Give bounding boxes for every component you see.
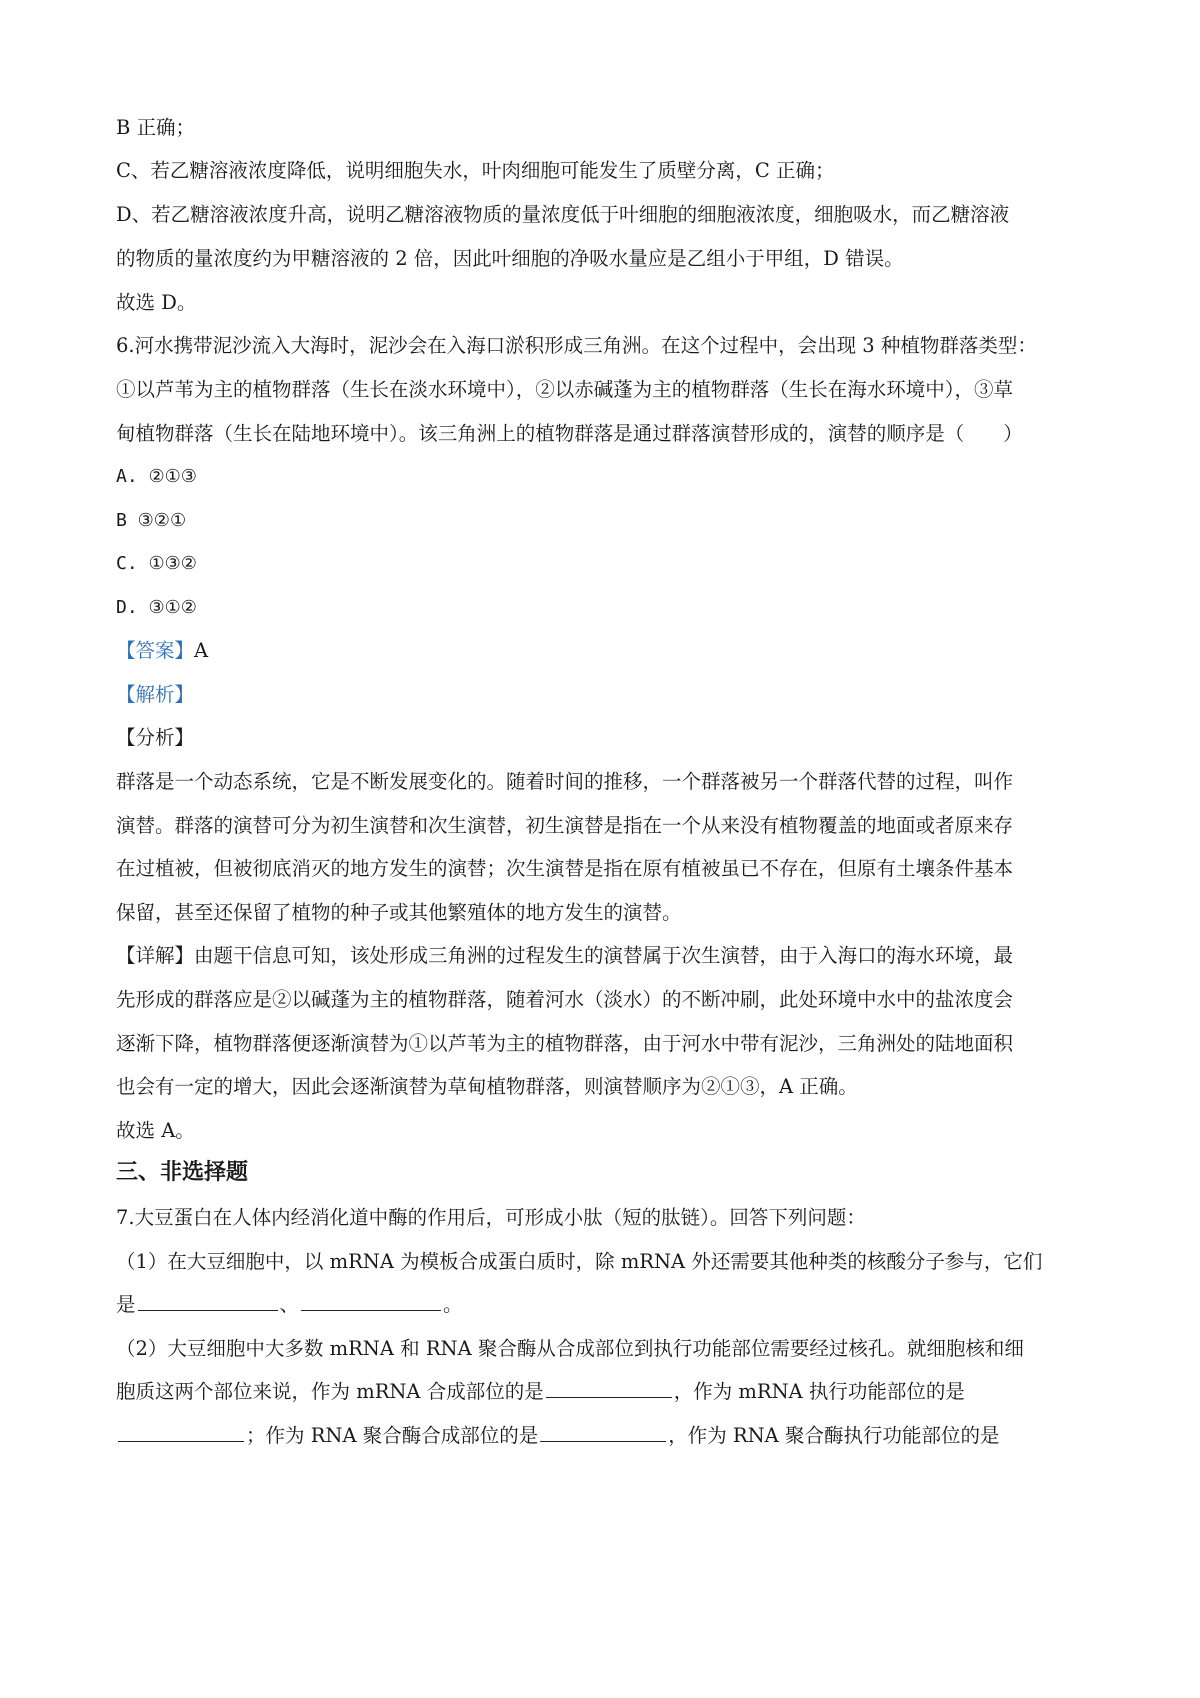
text-fragment: ；作为 RNA 聚合酶合成部位的是: [246, 1424, 539, 1447]
question-7-part-2: [116, 1377, 1096, 1407]
answer-blank[interactable]: [546, 1379, 672, 1398]
answer-value: A: [194, 639, 209, 662]
question-7-part-1-blanks: [116, 1290, 1096, 1320]
question-6-stem: 甸植物群落（生长在陆地环境中）。该三角洲上的植物群落是通过群落演替形成的，演替的顺序是（ ）: [116, 422, 1023, 445]
question-7-part-2: （2）大豆细胞中大多数 mRNA 和 RNA 聚合酶从合成部位到执行功能部位需要经过核孔。就细胞核和细: [116, 1337, 1024, 1360]
option-d: D. ③①②: [116, 597, 197, 618]
question-6-stem: ①以芦苇为主的植物群落（生长在淡水环境中），②以赤碱蓬为主的植物群落（生长在海水环境中），③草: [116, 378, 1014, 401]
text-fragment: 胞质这两个部位来说，作为 mRNA 合成部位的是: [116, 1380, 544, 1403]
text-line: 故选 D。: [116, 291, 197, 314]
question-7-part-2: [116, 1421, 1096, 1451]
option-c: C. ①③②: [116, 553, 197, 574]
answer-line: [116, 636, 1096, 666]
answer-blank[interactable]: [118, 1423, 244, 1442]
detail-text: 也会有一定的增大，因此会逐渐演替为草甸植物群落，则演替顺序为②①③，A 正确。: [116, 1075, 858, 1098]
analysis-text: 保留，甚至还保留了植物的种子或其他繁殖体的地方发生的演替。: [116, 901, 682, 924]
text-line: 的物质的量浓度约为甲糖溶液的 2 倍，因此叶细胞的净吸水量应是乙组小于甲组，D 错误。: [116, 247, 904, 270]
detail-text: 故选 A。: [116, 1119, 195, 1142]
detail-text: 逐渐下降，植物群落便逐渐演替为①以芦苇为主的植物群落，由于河水中带有泥沙，三角洲处的陆地面积: [116, 1032, 1014, 1055]
text-line: B 正确；: [116, 116, 196, 139]
section-heading: 三、非选择题: [116, 1160, 249, 1185]
text-fragment: ，作为 mRNA 执行功能部位的是: [673, 1380, 965, 1403]
analysis-text: 演替。群落的演替可分为初生演替和次生演替，初生演替是指在一个从来没有植物覆盖的地面或者原来存: [116, 814, 1014, 837]
answer-blank[interactable]: [540, 1423, 666, 1442]
text-line: C、若乙糖溶液浓度降低，说明细胞失水，叶肉细胞可能发生了质壁分离，C 正确；: [116, 159, 835, 182]
answer-blank[interactable]: [301, 1292, 441, 1311]
text-fragment: 。: [443, 1293, 463, 1316]
detail-text: 先形成的群落应是②以碱蓬为主的植物群落，随着河水（淡水）的不断冲刷，此处环境中水中的盐浓度会: [116, 988, 1014, 1011]
analysis-tag: 【解析】: [116, 683, 195, 706]
option-a: A. ②①③: [116, 466, 197, 487]
question-7-part-1: （1）在大豆细胞中，以 mRNA 为模板合成蛋白质时，除 mRNA 外还需要其他种类的核酸分子参与，它们: [116, 1250, 1043, 1273]
answer-blank[interactable]: [138, 1292, 278, 1311]
option-b: B ③②①: [116, 510, 187, 531]
detail-text: 【详解】由题干信息可知，该处形成三角洲的过程发生的演替属于次生演替，由于入海口的海水环境，最: [116, 944, 1014, 967]
analysis-text: 群落是一个动态系统，它是不断发展变化的。随着时间的推移，一个群落被另一个群落代替的过程，叫作: [116, 770, 1014, 793]
text-line: D、若乙糖溶液浓度升高，说明乙糖溶液物质的量浓度低于叶细胞的细胞液浓度，细胞吸水，而乙糖溶液: [116, 203, 1010, 226]
question-6-stem: 6.河水携带泥沙流入大海时，泥沙会在入海口淤积形成三角洲。在这个过程中，会出现 3 种植物群落类型：: [116, 334, 1037, 357]
question-7-stem: 7.大豆蛋白在人体内经消化道中酶的作用后，可形成小肽（短的肽链）。回答下列问题：: [116, 1206, 866, 1229]
analysis-text: 在过植被，但被彻底消灭的地方发生的演替；次生演替是指在原有植被虽已不存在，但原有土壤条件基本: [116, 857, 1014, 880]
analysis-subheading: 【分析】: [116, 726, 195, 749]
text-fragment: ，作为 RNA 聚合酶执行功能部位的是: [668, 1424, 1000, 1447]
text-fragment: 、: [279, 1293, 300, 1316]
text-fragment: 是: [116, 1293, 136, 1316]
answer-tag: 【答案】: [116, 639, 195, 662]
